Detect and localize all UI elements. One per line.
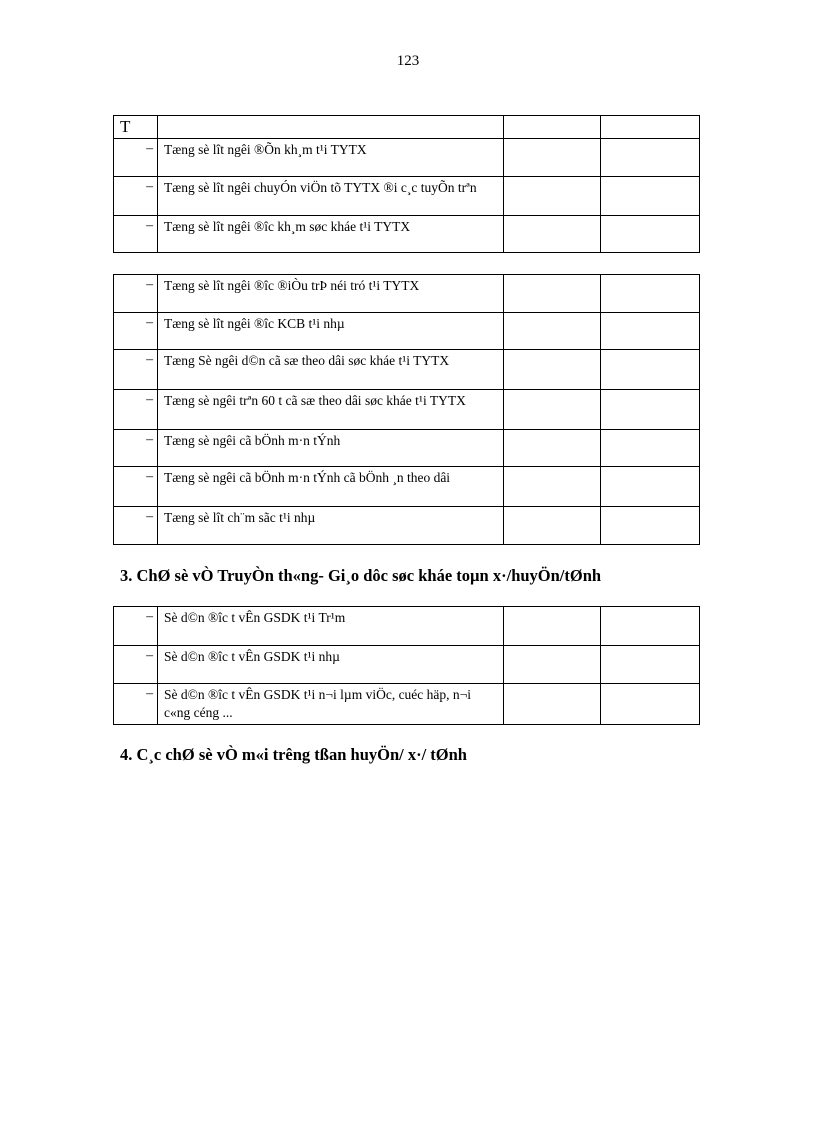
header-cell xyxy=(158,116,504,139)
row-text: Sè d©n ®îc t vÊn GSDK t¹i Tr¹m xyxy=(158,607,504,646)
value-cell xyxy=(601,350,700,390)
value-cell xyxy=(504,607,601,646)
row-dash: – xyxy=(114,467,158,507)
row-text: Tæng Sè ngêi d©n cã sæ theo dâi søc kháe t¹i TYTX xyxy=(158,350,504,390)
table-row xyxy=(114,390,700,430)
value-cell xyxy=(504,275,601,313)
section-4-heading: 4. C¸c chØ sè vÒ m«i trêng tßan huyÖn/ x·/ tØnh xyxy=(120,745,467,764)
value-cell xyxy=(504,313,601,350)
indicator-table-1 xyxy=(113,115,700,253)
row-dash: – xyxy=(114,684,158,725)
value-cell xyxy=(504,139,601,177)
section-3-heading: 3. ChØ sè vÒ TruyÒn th«ng- Gi¸o dôc søc kháe toµn x·/huyÖn/tØnh xyxy=(120,566,602,585)
table-row xyxy=(114,177,700,216)
row-text: Sè d©n ®îc t vÊn GSDK t¹i n¬i lµm viÖc, cuéc häp, n¬i c«ng céng ... xyxy=(158,684,504,725)
row-text: Tæng sè lît ngêi ®îc kh¸m søc kháe t¹i TYTX xyxy=(158,216,504,253)
table-row xyxy=(114,646,700,684)
row-dash: – xyxy=(114,139,158,177)
value-cell xyxy=(601,177,700,216)
value-cell xyxy=(601,430,700,467)
row-dash: – xyxy=(114,646,158,684)
value-cell xyxy=(504,350,601,390)
row-text: Tæng sè lît ngêi ®îc KCB t¹i nhµ xyxy=(158,313,504,350)
row-text: Tæng sè lît ngêi chuyÓn viÖn tõ TYTX ®i c¸c tuyÕn trªn xyxy=(158,177,504,216)
value-cell xyxy=(504,390,601,430)
value-cell xyxy=(601,313,700,350)
row-dash: – xyxy=(114,390,158,430)
value-cell xyxy=(601,216,700,253)
value-cell xyxy=(504,507,601,545)
value-cell xyxy=(601,646,700,684)
row-text: Tæng sè ngêi cã bÖnh m·n tÝnh cã bÖnh ¸n theo dâi xyxy=(158,467,504,507)
header-cell xyxy=(504,116,601,139)
table-row xyxy=(114,430,700,467)
table-row xyxy=(114,275,700,313)
value-cell xyxy=(504,467,601,507)
value-cell xyxy=(504,177,601,216)
header-cell xyxy=(601,116,700,139)
header-first-cell: T xyxy=(114,116,158,139)
table-row xyxy=(114,507,700,545)
row-text: Tæng sè lît ngêi ®Õn kh¸m t¹i TYTX xyxy=(158,139,504,177)
row-dash: – xyxy=(114,507,158,545)
row-dash: – xyxy=(114,216,158,253)
table-row xyxy=(114,216,700,253)
table-row xyxy=(114,607,700,646)
value-cell xyxy=(504,646,601,684)
row-dash: – xyxy=(114,607,158,646)
row-dash: – xyxy=(114,350,158,390)
row-text: Tæng sè lît ch¨m sãc t¹i nhµ xyxy=(158,507,504,545)
table-row xyxy=(114,350,700,390)
row-text: Tæng sè lît ngêi ®îc ®iÒu trÞ néi tró t¹i TYTX xyxy=(158,275,504,313)
table-header-row xyxy=(114,116,700,139)
value-cell xyxy=(601,684,700,725)
value-cell xyxy=(504,216,601,253)
row-dash: – xyxy=(114,275,158,313)
page-number: 123 xyxy=(396,53,420,69)
table-row xyxy=(114,139,700,177)
table-row xyxy=(114,313,700,350)
value-cell xyxy=(504,684,601,725)
row-text: Tæng sè ngêi trªn 60 t cã sæ theo dâi søc kháe t¹i TYTX xyxy=(158,390,504,430)
indicator-table-3 xyxy=(113,606,700,725)
row-dash: – xyxy=(114,430,158,467)
row-text: Tæng sè ngêi cã bÖnh m·n tÝnh xyxy=(158,430,504,467)
value-cell xyxy=(601,275,700,313)
value-cell xyxy=(601,507,700,545)
value-cell xyxy=(601,390,700,430)
table-row xyxy=(114,684,700,725)
row-text: Sè d©n ®îc t vÊn GSDK t¹i nhµ xyxy=(158,646,504,684)
row-dash: – xyxy=(114,313,158,350)
value-cell xyxy=(601,139,700,177)
indicator-table-2 xyxy=(113,274,700,545)
value-cell xyxy=(601,607,700,646)
value-cell xyxy=(601,467,700,507)
row-dash: – xyxy=(114,177,158,216)
table-row xyxy=(114,467,700,507)
value-cell xyxy=(504,430,601,467)
